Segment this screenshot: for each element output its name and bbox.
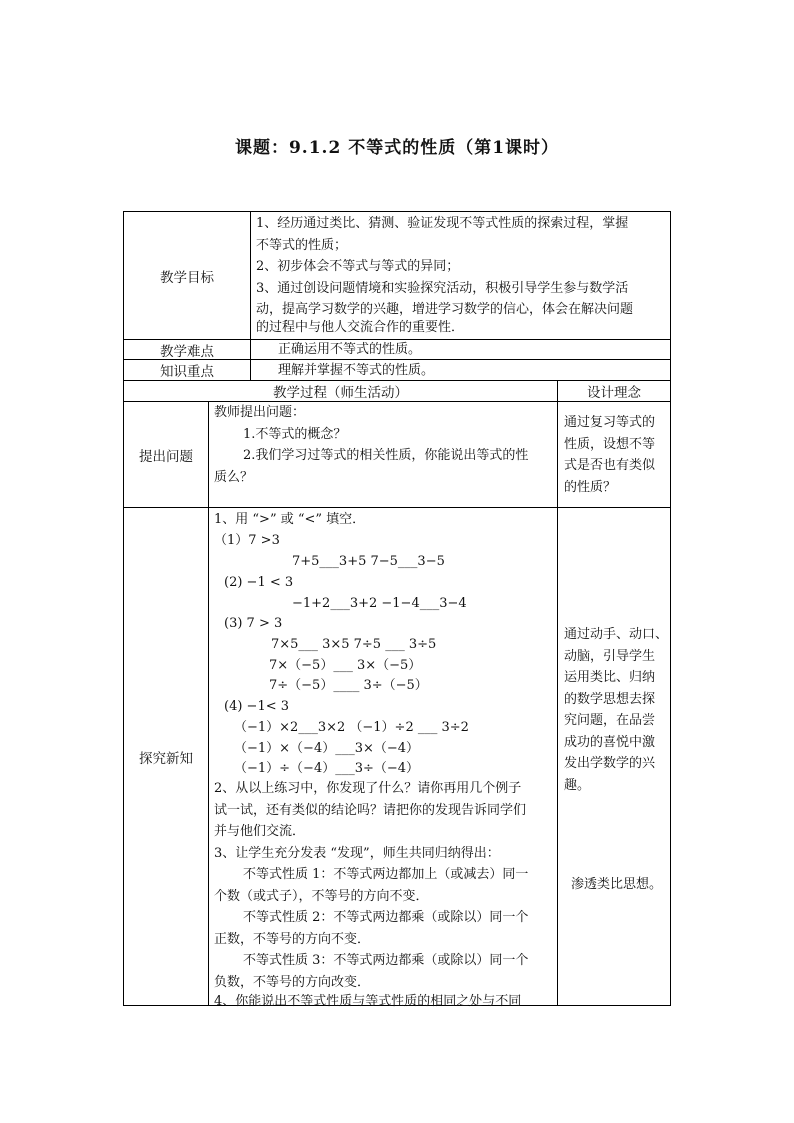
text-line: 动，提高学习数学的兴趣，增进学习数学的信心，体会在解决问题 — [256, 302, 634, 317]
text-line: 不等式的性质； — [256, 237, 348, 253]
exercise-line: (2) −1 < 3 — [224, 575, 294, 590]
question-line: 4、你能说出不等式性质与等式性质的相同之处与不同 — [214, 994, 522, 1009]
note-line: 渗透类比思想。 — [571, 877, 663, 892]
property-line: 个数（或式子），不等号的方向不变． — [214, 888, 429, 904]
discussion-line: 试一试，还有类似的结论吗？请把你的发现告诉同学们 — [214, 802, 527, 818]
table-border-right — [670, 211, 671, 1005]
exercise-line: 7×（−5）___ 3×（−5） — [269, 658, 422, 673]
text-line: 教师提出问题： — [214, 405, 306, 420]
note-line: 趣。 — [564, 777, 591, 793]
difficulty-label: 教学难点 — [160, 343, 214, 360]
exercise-line: （1）7 >3 — [214, 533, 280, 548]
exercise-heading: 1、用 “>” 或 “<” 填空． — [214, 512, 366, 527]
keypoint-text: 理解并掌握不等式的性质。 — [278, 362, 435, 378]
goals-label: 教学目标 — [160, 269, 214, 286]
exercise-line: 7÷（−5）____ 3÷（−5） — [269, 678, 428, 693]
exercise-line: 7+5___3+5 7−5___3−5 — [292, 554, 445, 569]
note-line: 发出学数学的兴 — [564, 756, 656, 771]
keypoint-label: 知识重点 — [160, 364, 214, 380]
note-line: 的数学思想去探 — [564, 691, 656, 707]
note-line: 动脑，引导学生 — [564, 648, 656, 664]
property-line: 不等式性质 3：不等式两边都乘（或除以）同一个 — [243, 953, 529, 968]
text-line: 质么？ — [214, 469, 254, 485]
ask-label: 提出问题 — [139, 448, 193, 465]
discussion-line: 2、从以上练习中，你发现了什么？请你再用几个例子 — [214, 781, 522, 796]
note-line: 通过复习等式的 — [564, 415, 656, 430]
process-header: 教学过程（师生活动） — [273, 385, 408, 401]
difficulty-text: 正确运用不等式的性质。 — [278, 341, 422, 357]
note-line: 运用类比、归纳 — [564, 670, 656, 685]
text-line: 的过程中与他人交流合作的重要性． — [256, 319, 465, 335]
concept-header: 设计理念 — [587, 385, 641, 401]
note-line: 的性质？ — [564, 479, 617, 495]
text-line: 1.不等式的概念？ — [243, 426, 347, 442]
exercise-line: （−1）÷（−4）___3÷（−4） — [234, 761, 420, 776]
exercise-line: （−1）×（−4）___3×（−4） — [234, 741, 420, 756]
note-line: 通过动手、动口、 — [564, 627, 669, 642]
table-divider — [557, 380, 558, 1005]
text-line: 2.我们学习过等式的相关性质，你能说出等式的性 — [243, 448, 529, 463]
summary-line: 3、让学生充分发表 “发现”，师生共同归纳得出： — [214, 845, 500, 861]
explore-label: 探究新知 — [139, 750, 193, 767]
discussion-line: 并与他们交流． — [214, 824, 306, 839]
text-line: 3、通过创设问题情境和实验探究活动，积极引导学生参与数学活 — [256, 280, 629, 296]
table-divider — [250, 211, 251, 380]
note-line: 性质，设想不等 — [564, 436, 656, 452]
property-line: 不等式性质 1：不等式两边都加上（或减去）同一 — [243, 867, 529, 882]
property-line: 正数，不等号的方向不变． — [214, 931, 371, 947]
table-divider — [208, 401, 209, 1005]
text-line: 2、初步体会不等式与等式的异同； — [256, 259, 460, 274]
exercise-line: (3) 7 > 3 — [224, 616, 283, 631]
property-line: 负数，不等号的方向改变． — [214, 974, 371, 990]
note-line: 式是否也有类似 — [564, 458, 656, 473]
note-line: 究问题，在品尝 — [564, 713, 656, 728]
exercise-line: −1+2___3+2 −1−4___3−4 — [292, 596, 467, 611]
page-title: 课题：9.1.2 不等式的性质（第1课时） — [234, 138, 560, 158]
text-line: 1、经历通过类比、猜测、验证发现不等式性质的探索过程，掌握 — [256, 216, 629, 231]
exercise-line: 7×5___ 3×5 7÷5 ___ 3÷5 — [271, 637, 437, 652]
exercise-line: (4) −1< 3 — [224, 699, 290, 714]
property-line: 不等式性质 2：不等式两边都乘（或除以）同一个 — [243, 910, 529, 925]
note-line: 成功的喜悦中激 — [564, 734, 656, 750]
exercise-line: （−1）×2___3×2 （−1）÷2 ___ 3÷2 — [234, 720, 469, 735]
